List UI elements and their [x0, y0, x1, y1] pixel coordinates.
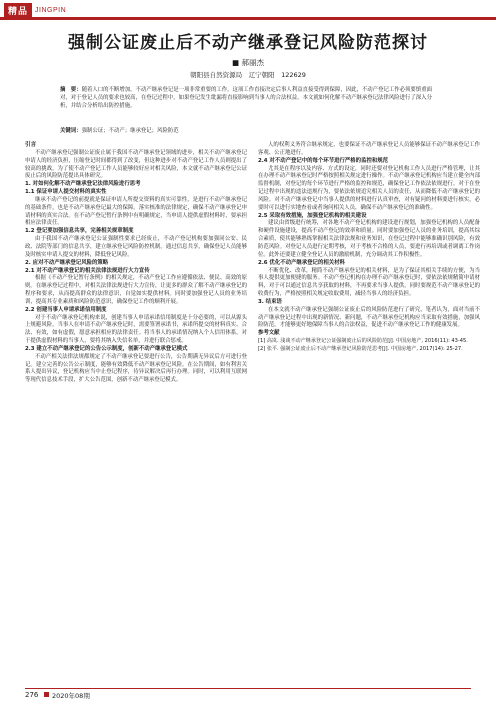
- subsection-heading: 1.1 保证申请人提交材料的真实性: [25, 189, 107, 196]
- paragraph: 继承不动产登记的前提就是保证申请人所提交资料的真实可靠性，是进行不动产继承登记的基础条件，也是不动产继承登记最大的保障。落实核准的法律规定，确保不动产继承登记申请材料的真实合法。在不动产登记暂行条例中有明确规定，当申请人提供虚假材料时，要承担相应法律责任。: [25, 196, 247, 227]
- keywords-label: 关键词：: [60, 128, 82, 134]
- reference-item: [2] 张平. 强制公证废止后不动产继承登记风险防范思考[J]. 中国房地产, 2017(14): 25-27.: [258, 345, 463, 352]
- paragraph: 建议由省级进行统筹，对各地不动产登记机构的建设进行规划，加强登记机构的人员配备和硬件设施建设，提高不动产登记的效率和质量。同时要加强登记人员的业务培训，提高其综合素质，使其能够熟练掌握相关法律法规和业务知识，在登记过程中能够准确识别风险，有效防范风险。对登记人员进行定期考核，对于考核不合格的人员，要进行再培训或者调离工作岗位。此外还要建立健全登记人员的激励机制，充分调动其工作积极性。: [258, 220, 480, 258]
- journal-issue: 2020年08期: [52, 692, 90, 700]
- journal-header: [0, 0, 496, 20]
- paragraph: 由于我国不动产继承登记公证强制性要求已经废止，不动产登记机构要加强同公安、民政、法院等部门的信息共享，建立继承登记风险防控机制。通过信息共享，确保登记人员能够及时核实申请人提交的材料，降低登记风险。: [25, 236, 247, 258]
- subsection-heading: 2. 应对不动产继承登记风险的策略: [25, 259, 109, 266]
- paragraph: 不断优化、改革，精简不动产继承登记的相关材料，是为了保证其相关手续的方便，为当事人提供更加便捷的服务。不动产登记机构在办理不动产继承登记时，要依法依规精简申请材料，对于可以通过信息共享获取的材料，不再要求当事人提供。同时要规范不动产继承登记的收费行为，严格按照相关规定收取费用，减轻当事人的经济负担。: [258, 267, 480, 298]
- body-column-left: [25, 142, 247, 385]
- subsection-heading: 2.1 对不动产继承登记的相关法律法规进行大力宣传: [25, 267, 150, 274]
- keywords-text: 强制公证；不动产；继承登记；风险防范: [81, 128, 179, 134]
- abstract: [60, 86, 440, 111]
- subsection-heading: 2.2 创建当事人申请承诺信用制度: [25, 306, 107, 313]
- abstract-label: 摘 要：: [60, 87, 82, 93]
- subsection-heading: 2.3 建立不动产继承登记的公告公示制度，创新不动产继承登记模式: [25, 345, 188, 352]
- reference-item: [1] 高岚. 浅谈不动产继承登记公证强制废止后的风险防范[J]. 中国房地产, 2016(11): 43-45.: [258, 338, 468, 345]
- paragraph: 根据《不动产登记暂行条例》的相关规定，不动产登记工作应遵循依法、便民、高效的原则。在继承登记过程中，对相关法律法规进行大力宣传，让更多的群众了解不动产继承登记的程序和要求，从而提高群众的法律意识，自觉如实提供材料。同时要加强登记人员的业务培训，提高其专业素质和风险防范意识，确保登记工作的顺利开展。: [25, 275, 247, 305]
- section-heading: 引言: [25, 142, 37, 148]
- subsection-heading: 3. 结束语: [258, 298, 282, 305]
- keywords: [60, 127, 440, 135]
- subsection-heading: 1.2 登记要加强信息共享，完善相关规章制度: [25, 228, 134, 235]
- abstract-text: 随着人口的不断增加，不动产继承登记是一项非常重要的工作，这项工作直接决定后事人利益直接受得到保障，因此，不动产登记工作必须要慎重面对，对于登记人员的要求也较高，在登记过程中，如果登记发生纰漏将直接影响到当事人的合法权益。本文就如何化解不动产继承登记法律风险进行了深入分析，并结合分析给出防控措施。: [60, 87, 432, 110]
- paragraph: 人的权利义务符合继承规定，也要保证不动产继承登记人员能够保证不动产继承登记工作客观、公正地进行。: [258, 142, 480, 156]
- body-column-right: [258, 142, 480, 353]
- subsection-heading: 2.5 采取有效措施，加强登记机构的相关建设: [258, 212, 367, 219]
- paragraph: 不动产继承登记强制公证废止属于我国不动产继承登记领域的进步，相关不动产继承登记申请人的经济负担，压缩登记时间都得到了改变，但这种进步对不动产登记工作人员则提出了较高的挑战。为了使不动产登记工作人员能够较好应对相关风险，本文就不动产继承登记公证废止后的风险防范提出具体研究。: [25, 149, 247, 180]
- paragraph: 对于不动产继承登记机构来说，创建当事人申请承诺信用制度是十分必要的，可以从源头上规避风险。当事人在申请不动产继承登记时，需要签署承诺书，承诺所提交的材料真实、合法、有效，如有虚假，愿意承担相应的法律责任。将当事人的承诺情况纳入个人信用体系，对于提供虚假材料的当事人，要将其纳入失信名单，并进行联合惩戒。: [25, 314, 247, 345]
- paragraph: 尤其是在程序以及内容、方式的设定，同时还要对登记机构工作人员进行严格管理，让其在办理不动产继承登记时严格按照相关规定进行操作。不动产继承登记机构应当建立健全内部监督机制，对登记的每个环节进行严格的监控和规范，确保登记工作依法依规进行。对于在登记过程中出现的违法违规行为，要依法依规追究相关人员的责任，从而降低不动产继承登记的风险。对不动产继承登记中当事人提供的材料进行认真审查，对有疑问的材料要进行核实，必要时可以进行实地查看或者询问相关人员，确保不动产继承登记的准确性。: [258, 165, 480, 211]
- page-footer: [0, 688, 496, 702]
- paragraph: 在本文就不动产继承登记强制公证废止后的风险防范进行了研究，笔者认为，面对当前不动产继承登记过程中出现的新情况、新问题，不动产继承登记机构应当采取有效措施，加强风险防范，才能够更好地保障当事人的合法权益，促进不动产继承登记工作的健康发展。: [258, 306, 480, 329]
- square-icon: [44, 692, 49, 697]
- subsection-heading: 1. 对如何化解不动产继承登记法律风险进行思考: [25, 181, 141, 188]
- page-number: 276: [25, 691, 39, 699]
- subsection-heading: 2.6 优化不动产继承登记的相关材料: [258, 259, 345, 266]
- footer-rule: [25, 688, 471, 689]
- subsection-heading: 2.4 对不动产登记中的每个环节进行严格的监控和规范: [258, 157, 389, 164]
- paragraph: 不动产相关法律法规都规定了不动产继承登记要进行公告，公告期满无异议后方可进行登记。建立完善的公告公示制度，能够有效降低不动产继承登记风险。在公告期间，如有利害关系人提出异议，登记机构应当中止登记程序，待异议解决后再行办理。同时，可以利用互联网等现代信息技术手段，扩大公告范围，创新不动产继承登记模式。: [25, 353, 247, 384]
- brand-cn-label: 精品: [4, 3, 32, 18]
- section-brand: [4, 3, 66, 18]
- paper-author: ■ 郝丽杰: [232, 58, 264, 67]
- brand-en-label: JINGPIN: [35, 7, 67, 14]
- header-rule: [0, 17, 496, 20]
- references-heading: 参考文献: [258, 330, 280, 337]
- paper-title: 强制公证废止后不动产继承登记风险防范探讨: [68, 33, 428, 53]
- author-affiliation: 朝阳县自然资源局 辽宁朝阳 122629: [190, 71, 306, 79]
